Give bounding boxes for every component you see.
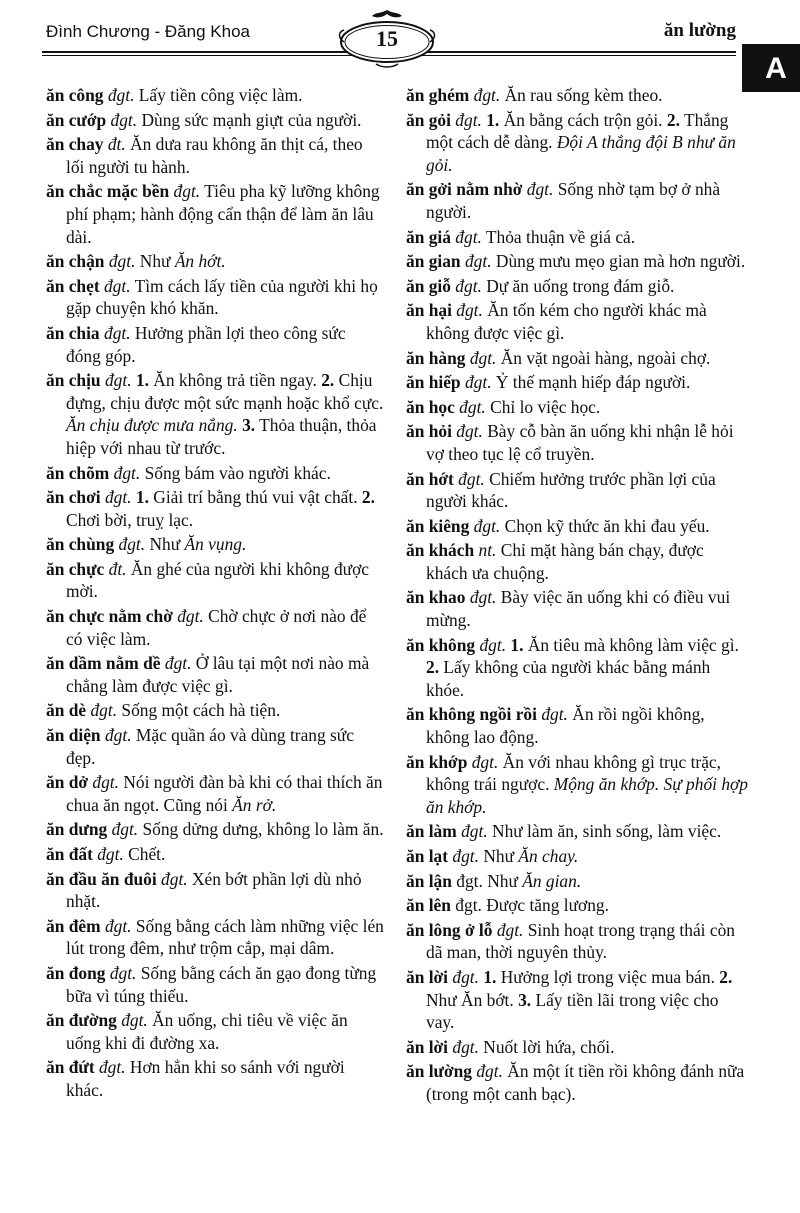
dictionary-entry <box>46 180 384 248</box>
entry-part-of-speech: đgt. <box>469 347 497 368</box>
dictionary-entry <box>406 84 748 107</box>
entry-definition: Ở lâu tại một nơi nào mà chẳng làm được việc gì. <box>66 653 370 696</box>
entry-definition: Ăn với nhau không gì trục trặc, không trái ngược. <box>426 751 721 795</box>
running-header-guide-word: ăn lường <box>663 20 736 41</box>
dictionary-entry <box>406 919 748 964</box>
entry-definition: Ăn rồi ngồi không, không lao động. <box>426 704 705 748</box>
entry-definition: Ăn không trả tiền ngay. <box>148 370 322 391</box>
dictionary-entry <box>406 347 748 370</box>
entry-example: Ăn hớt. <box>174 251 226 272</box>
dictionary-entry <box>46 369 384 459</box>
entry-headword: ăn lạt <box>406 846 449 866</box>
entry-headword: ăn lời <box>406 1036 449 1057</box>
entry-headword: ăn chịu <box>46 370 101 391</box>
entry-headword: ăn không ngồi rồi <box>406 704 537 725</box>
entry-headword: ăn lời <box>406 966 449 987</box>
entry-part-of-speech: đgt. <box>456 421 483 442</box>
entry-definition: Ăn tiêu mà không làm việc gì. <box>523 634 739 655</box>
dictionary-entry <box>406 1060 748 1105</box>
entry-part-of-speech: đt. <box>108 558 127 579</box>
entry-part-of-speech: đgt. <box>471 751 499 772</box>
thumb-index-letter: A <box>765 52 787 85</box>
entry-definition: Chỉ mặt hàng bán chạy, được khách ưa chuộng. <box>426 540 704 583</box>
dictionary-entry <box>46 275 384 320</box>
entry-definition: Bày việc ăn uống khi có điều vui mừng. <box>426 587 731 631</box>
entry-part-of-speech: đgt. <box>118 534 146 555</box>
sense-number: 2. <box>666 109 680 130</box>
dictionary-entry <box>406 226 748 249</box>
entry-headword: ăn dầm nằm dề <box>46 653 161 674</box>
entry-definition: đgt. Được tăng lương. <box>455 895 609 916</box>
entry-part-of-speech: đgt. <box>473 515 501 536</box>
entry-part-of-speech: đgt. <box>496 919 524 940</box>
entry-headword: ăn gian <box>406 251 461 272</box>
entry-definition: Lấy tiền công việc làm. <box>134 85 303 105</box>
entry-definition: Hưởng lợi trong việc mua bán. <box>496 966 720 987</box>
entry-part-of-speech: đgt. <box>107 85 135 105</box>
entry-part-of-speech: đgt. <box>104 915 132 936</box>
dictionary-entry <box>406 820 748 843</box>
entry-part-of-speech: nt. <box>478 540 497 561</box>
dictionary-entry <box>46 133 384 178</box>
entry-definition: Tiêu pha kỹ lưỡng không phí phạm; hành động cẩn thận để làm ăn lâu dài. <box>66 181 380 247</box>
dictionary-entry <box>406 966 748 1034</box>
entry-definition: Sống bằng cách làm những việc lén lút trong đêm, như trộm cắp, mại dâm. <box>66 915 384 959</box>
entry-definition: Sinh hoạt trong trạng thái còn dã man, thời nguyên thủy. <box>426 919 735 963</box>
entry-part-of-speech: đgt. <box>469 587 497 608</box>
entry-headword: ăn kiêng <box>406 515 470 536</box>
entry-part-of-speech: đgt. <box>111 819 139 840</box>
entry-example: Ăn chay. <box>518 846 579 866</box>
entry-headword: ăn giá <box>406 226 451 247</box>
entry-definition: Chịu đựng, chịu được một sức mạnh hoặc khổ cực. <box>66 370 384 413</box>
entry-headword: ăn đường <box>46 1010 117 1031</box>
entry-part-of-speech: đgt. <box>479 634 507 655</box>
entry-headword: ăn giỗ <box>406 275 451 296</box>
dictionary-entry <box>46 818 384 841</box>
entry-headword: ăn hớt <box>406 468 454 489</box>
entry-headword: ăn đong <box>46 962 106 983</box>
dictionary-entry <box>46 533 384 556</box>
entry-example: Ăn vụng. <box>184 534 247 555</box>
dictionary-entry <box>406 586 748 631</box>
dictionary-entry <box>46 699 384 722</box>
entry-definition: Ăn vặt ngoài hàng, ngoài chợ. <box>496 347 711 368</box>
entry-definition: Chỉ lo việc học. <box>485 396 601 417</box>
sense-number: 1. <box>135 487 149 508</box>
entry-headword: ăn lận <box>406 870 452 891</box>
entry-definition: đgt. Như <box>456 870 523 891</box>
page-header <box>0 0 800 85</box>
entry-definition: Dự ăn uống trong đám giỗ. <box>481 275 675 296</box>
entry-part-of-speech: đgt. <box>104 725 132 746</box>
running-header-author: Đình Chương - Đăng Khoa <box>46 22 250 41</box>
dictionary-entry <box>46 843 384 866</box>
entry-part-of-speech: đgt. <box>177 606 204 627</box>
dictionary-entry <box>406 420 748 465</box>
sense-number: 2. <box>361 487 375 508</box>
entry-definition: Hưởng phần lợi theo công sức đóng góp. <box>66 322 346 366</box>
entry-headword: ăn chận <box>46 251 105 272</box>
entry-part-of-speech: đgt. <box>541 704 568 725</box>
entry-headword: ăn đêm <box>46 915 101 936</box>
entry-part-of-speech: đgt. <box>455 275 482 296</box>
entry-headword: ăn chay <box>46 134 104 155</box>
dictionary-entry <box>46 486 384 531</box>
entry-part-of-speech: đgt. <box>97 844 124 864</box>
entry-definition: Như <box>478 846 519 866</box>
dictionary-entry <box>406 250 748 273</box>
entry-headword: ăn khao <box>406 587 466 608</box>
entry-definition: Giải trí bằng thú vui vật chất. <box>148 487 362 508</box>
entry-part-of-speech: đt. <box>107 134 126 155</box>
entry-part-of-speech: đgt. <box>108 251 136 272</box>
entry-definition: Ăn dưa rau không ăn thịt cá, theo lối người tu hành. <box>66 134 363 177</box>
dictionary-entry <box>46 109 384 132</box>
sense-number: 1. <box>510 634 524 655</box>
entry-definition: Chơi bời, truỵ lạc. <box>66 509 194 530</box>
entry-part-of-speech: đgt. <box>104 322 131 343</box>
entry-example: Đội A thắng đội B như ăn gỏi. <box>426 132 736 175</box>
entry-headword: ăn khớp <box>406 751 468 772</box>
entry-headword: ăn hiếp <box>406 372 461 393</box>
dictionary-entry <box>406 870 748 893</box>
sense-number: 1. <box>483 966 497 987</box>
entry-part-of-speech: đgt. <box>90 700 118 721</box>
dictionary-entry <box>46 724 384 769</box>
entry-definition: Mặc quần áo và dùng trang sức đẹp. <box>66 725 354 768</box>
dictionary-entry <box>406 371 748 394</box>
entry-definition: Sống nhờ tạm bợ ở nhà người. <box>426 179 721 222</box>
entry-example: Ăn rở. <box>232 794 277 815</box>
page-number: 15 <box>376 26 398 51</box>
entry-headword: ăn ghém <box>406 85 470 105</box>
dictionary-entry <box>406 109 748 177</box>
entry-headword: ăn đứt <box>46 1057 95 1078</box>
entry-definition: Bày cỗ bàn ăn uống khi nhận lễ hỏi vợ theo tục lệ cổ truyền. <box>426 421 734 464</box>
entry-headword: ăn chõm <box>46 462 110 483</box>
entry-headword: ăn dè <box>46 700 87 721</box>
entry-headword: ăn chùng <box>46 534 115 555</box>
entry-part-of-speech: đgt. <box>121 1010 148 1031</box>
entry-part-of-speech: đgt. <box>452 846 479 866</box>
dictionary-entry <box>406 1036 748 1059</box>
entry-definition: Lấy tiền lãi trong việc cho vay. <box>426 989 719 1033</box>
entry-part-of-speech: đgt. <box>113 462 141 483</box>
dictionary-entry <box>406 396 748 419</box>
entry-definition: Dùng mưu mẹo gian mà hơn người. <box>491 251 746 272</box>
dictionary-entry <box>46 558 384 603</box>
entry-definition: Nói người đàn bà khi có thai thích ăn chua ăn ngọt. Cũng nói <box>66 772 383 815</box>
dictionary-entry <box>406 178 748 223</box>
entry-definition: Chờ chực ở nơi nào để có việc làm. <box>66 606 367 649</box>
dictionary-entry <box>46 652 384 697</box>
entry-headword: ăn gởi nằm nhờ <box>406 179 523 200</box>
dictionary-entry <box>46 84 384 107</box>
entry-definition: Sống bám vào người khác. <box>140 462 331 483</box>
entry-headword: ăn chực nằm chờ <box>46 606 173 627</box>
dictionary-entry <box>46 962 384 1007</box>
entry-part-of-speech: đgt. <box>173 181 201 202</box>
sense-number: 2. <box>719 966 733 987</box>
sense-number: 2. <box>321 370 335 391</box>
entry-part-of-speech: đgt. <box>164 653 192 674</box>
entry-headword: ăn làm <box>406 821 457 842</box>
entry-definition: Ăn ghé của người khi không được mời. <box>66 558 370 602</box>
dictionary-entry <box>46 915 384 960</box>
entry-part-of-speech: đgt. <box>464 251 492 272</box>
entry-headword: ăn công <box>46 85 104 105</box>
entry-headword: ăn diện <box>46 725 101 746</box>
entry-headword: ăn cướp <box>46 109 107 130</box>
entry-definition: Sống dửng dưng, không lo làm ăn. <box>138 819 384 840</box>
left-column <box>46 84 384 1102</box>
entry-headword: ăn chia <box>46 322 100 343</box>
dictionary-entry <box>46 1056 384 1101</box>
entry-definition: Thỏa thuận, thỏa hiệp với nhau từ trước. <box>66 415 377 458</box>
entry-part-of-speech: đgt. <box>103 275 131 296</box>
entry-part-of-speech: đgt. <box>455 109 482 130</box>
entry-definition: Ăn rau sống kèm theo. <box>500 85 663 105</box>
entry-definition: Xén bớt phần lợi dù nhỏ nhặt. <box>66 868 362 912</box>
entry-part-of-speech: đgt. <box>109 962 137 983</box>
dictionary-entry <box>406 539 748 584</box>
entry-part-of-speech: đgt. <box>104 370 132 391</box>
entry-part-of-speech: đgt. <box>526 179 554 200</box>
entry-headword: ăn chực <box>46 558 105 579</box>
dictionary-entry <box>46 250 384 273</box>
entry-definition: Như <box>145 534 185 555</box>
entry-headword: ăn chơi <box>46 487 101 508</box>
sense-number: 1. <box>486 109 500 130</box>
entry-definition: Sống một cách hà tiện. <box>117 700 281 721</box>
dictionary-entry <box>406 751 748 819</box>
entry-definition: Ăn tốn kém cho người khác mà không được việc gì. <box>426 300 707 343</box>
entry-part-of-speech: đgt. <box>459 396 486 417</box>
entry-definition: Ăn một ít tiền rồi không đánh nữa (trong một canh bạc). <box>426 1061 745 1104</box>
dictionary-entry <box>406 894 748 917</box>
entry-part-of-speech: đgt. <box>464 372 492 393</box>
entry-definition: Ỷ thế mạnh hiếp đáp người. <box>491 372 691 393</box>
sense-number: 1. <box>135 370 149 391</box>
entry-definition: Chọn kỹ thức ăn khi đau yếu. <box>500 515 710 536</box>
entry-definition: Hơn hẳn khi so sánh với người khác. <box>66 1057 345 1100</box>
dictionary-entry <box>406 703 748 748</box>
entry-definition: Như làm ăn, sinh sống, làm việc. <box>487 821 722 842</box>
entry-headword: ăn hại <box>406 300 452 321</box>
entry-headword: ăn lông ở lỗ <box>406 919 493 940</box>
entry-headword: ăn hàng <box>406 347 466 368</box>
entry-definition: Ăn bằng cách trộn gỏi. <box>499 109 667 130</box>
dictionary-entry <box>406 634 748 702</box>
entry-definition: Ăn uống, chi tiêu về việc ăn uống khi đi đường xa. <box>66 1010 348 1053</box>
entry-definition: Nuốt lời hứa, chối. <box>478 1036 615 1057</box>
entry-headword: ăn không <box>406 634 476 655</box>
entry-part-of-speech: đgt. <box>456 300 483 321</box>
entry-headword: ăn lường <box>406 1061 472 1082</box>
entry-part-of-speech: đgt. <box>461 821 488 842</box>
entry-headword: ăn hỏi <box>406 421 452 442</box>
entry-definition: Như <box>135 251 175 272</box>
dictionary-entry <box>406 845 748 868</box>
entry-headword: ăn chắc mặc bền <box>46 181 170 202</box>
entry-part-of-speech: đgt. <box>98 1057 126 1078</box>
entry-definition: Dùng sức mạnh giựt của người. <box>137 109 362 130</box>
entry-headword: ăn khách <box>406 540 475 561</box>
dictionary-entry <box>406 275 748 298</box>
entry-part-of-speech: đgt. <box>92 772 119 793</box>
dictionary-entry <box>46 1009 384 1054</box>
entry-definition: Như Ăn bớt. <box>426 989 519 1010</box>
entry-definition: Thắng một cách dễ dàng. <box>426 109 729 153</box>
entry-headword: ăn học <box>406 396 455 417</box>
entry-definition: Thỏa thuận về giá cả. <box>481 226 636 247</box>
dictionary-entry <box>406 468 748 513</box>
sense-number: 3. <box>518 989 532 1010</box>
entry-definition: Lấy không của người khác bằng mánh khóe. <box>426 657 711 700</box>
entry-part-of-speech: đgt. <box>458 468 485 489</box>
entry-headword: ăn chẹt <box>46 275 100 296</box>
entry-headword: ăn đầu ăn đuôi <box>46 868 157 889</box>
entry-part-of-speech: đgt. <box>104 487 132 508</box>
entry-definition: Tìm cách lấy tiền của người khi họ gặp chuyện khó khăn. <box>66 275 378 319</box>
dictionary-entry <box>46 868 384 913</box>
entry-part-of-speech: đgt. <box>452 1036 479 1057</box>
dictionary-entry <box>406 299 748 344</box>
entry-part-of-speech: đgt. <box>476 1061 503 1082</box>
dictionary-entry <box>406 515 748 538</box>
right-column <box>406 84 748 1106</box>
entry-part-of-speech: đgt. <box>110 109 138 130</box>
dictionary-entry <box>46 462 384 485</box>
entry-headword: ăn gỏi <box>406 109 451 130</box>
entry-example: Mộng ăn khớp. Sự phối hợp ăn khớp. <box>426 774 748 817</box>
entry-part-of-speech: đgt. <box>452 966 479 987</box>
entry-part-of-speech: đgt. <box>473 85 501 105</box>
entry-example: Ăn gian. <box>522 870 582 891</box>
dictionary-entry <box>46 771 384 816</box>
dictionary-entry <box>46 605 384 650</box>
entry-definition: Sống bằng cách ăn gạo đong từng bữa vì túng thiếu. <box>66 962 377 1006</box>
entry-part-of-speech: đgt. <box>455 226 482 247</box>
sense-number: 2. <box>426 657 440 678</box>
entry-headword: ăn dưng <box>46 819 108 840</box>
entry-headword: ăn dở <box>46 772 89 793</box>
sense-number: 3. <box>242 415 256 436</box>
entry-definition: Chết. <box>123 844 166 864</box>
entry-example: Ăn chịu được mưa nắng. <box>66 415 238 436</box>
entry-headword: ăn lên <box>406 895 451 916</box>
entry-part-of-speech: đgt. <box>161 868 188 889</box>
entry-headword: ăn đất <box>46 844 93 864</box>
entry-definition: Chiếm hưởng trước phần lợi của người khác. <box>426 468 716 512</box>
dictionary-entry <box>46 322 384 367</box>
